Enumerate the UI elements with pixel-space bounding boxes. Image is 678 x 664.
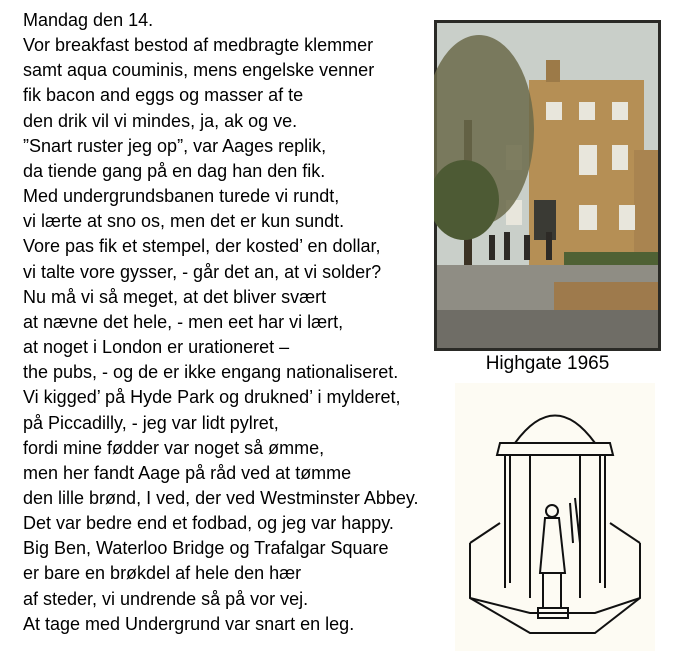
poem-line: Big Ben, Waterloo Bridge og Trafalgar Square xyxy=(23,538,389,559)
poem-line: samt aqua couminis, mens engelske venner xyxy=(23,60,375,81)
poem-line: men her fandt Aage på råd ved at tømme xyxy=(23,462,352,483)
poem-line: Det var bedre end et fodbad, og jeg var happy. xyxy=(23,513,394,534)
poem-line: Med undergrundsbanen turede vi rundt, xyxy=(23,186,340,207)
poem-line: fordi mine fødder var noget så ømme, xyxy=(23,437,325,458)
poem-line: Vi kigged’ på Hyde Park og drukned’ i mylderet, xyxy=(23,387,401,408)
poem-line: fik bacon and eggs og masser af te xyxy=(23,85,304,106)
poem-line: at nævne det hele, - men eet har vi lært, xyxy=(23,311,344,332)
poem-line: Vor breakfast bestod af medbragte klemmer xyxy=(23,35,374,56)
poem-line: af steder, vi undrende så på vor vej. xyxy=(23,588,309,609)
poem-line: den lille brønd, I ved, der ved Westminster Abbey. xyxy=(23,487,419,508)
poem-line: ”Snart ruster jeg op”, var Aages replik, xyxy=(23,135,327,156)
poem-line: på Piccadilly, - jeg var lidt pylret, xyxy=(23,412,279,433)
poem-line: the pubs, - og de er ikke engang nationaliseret. xyxy=(23,362,399,383)
well-pavilion-sketch xyxy=(455,383,655,651)
poem-line: den drik vil vi mindes, ja, ak og ve. xyxy=(23,110,298,131)
photo-caption: Highgate 1965 xyxy=(485,353,610,374)
poem-line: At tage med Undergrund var snart en leg. xyxy=(23,613,355,634)
poem-line: vi talte vore gysser, - går det an, at vi solder? xyxy=(23,261,382,282)
poem-line: Mandag den 14. xyxy=(23,10,154,30)
poem-line: Vore pas fik et stempel, der kosted’ en dollar, xyxy=(23,236,381,257)
poem-line: vi lærte at sno os, men det er kun sundt. xyxy=(23,211,345,232)
poem-line: er bare en brøkdel af hele den hær xyxy=(23,563,302,584)
highgate-photo xyxy=(434,20,661,351)
poem-line: Nu må vi så meget, at det bliver svært xyxy=(23,286,327,307)
poem-line: da tiende gang på en dag han den fik. xyxy=(23,160,326,181)
poem-text xyxy=(23,8,419,637)
poem-line: at noget i London er urationeret – xyxy=(23,337,290,358)
